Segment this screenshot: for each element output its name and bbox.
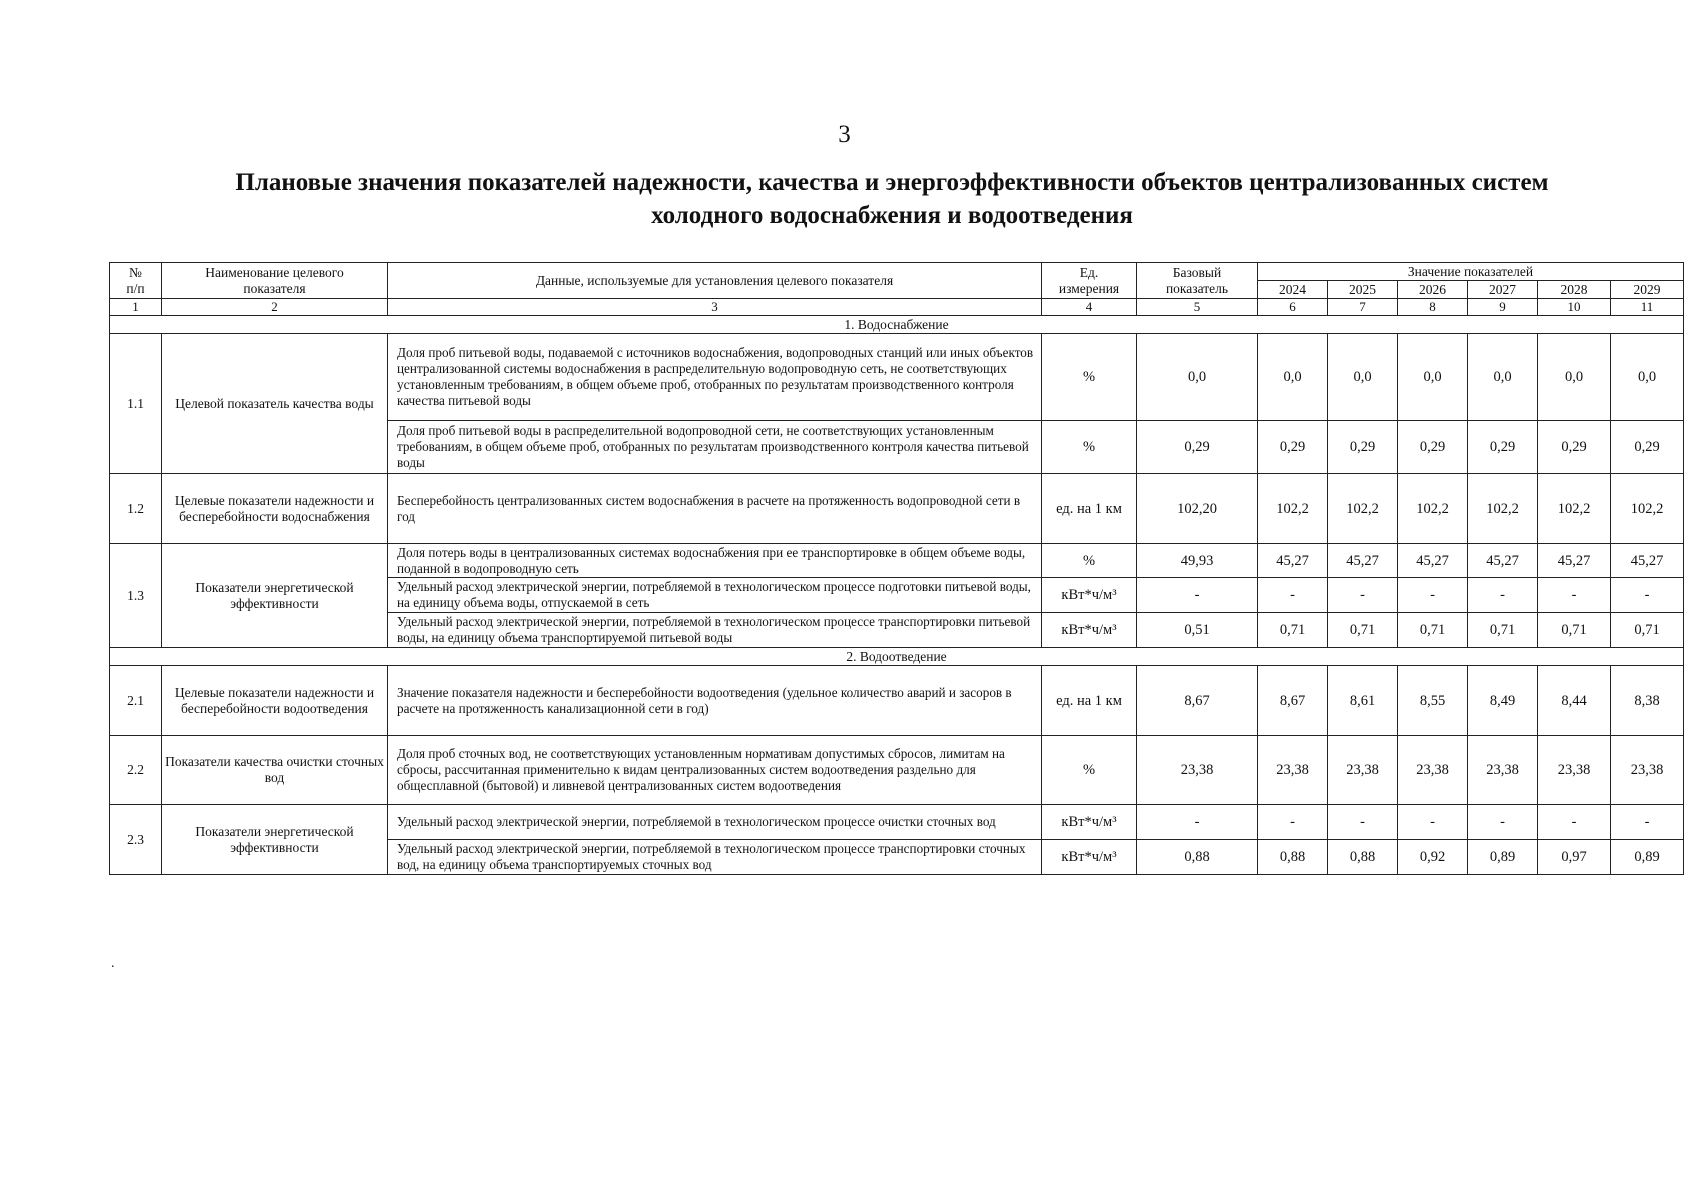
- indicator-year-value: -: [1258, 805, 1328, 840]
- indicator-year-value: 0,71: [1468, 613, 1538, 648]
- section-heading-water-disposal: 2. Водоотведение: [110, 648, 1684, 666]
- section-row: [110, 648, 1684, 666]
- header-unit-line-2: измерения: [1058, 280, 1120, 296]
- column-number: 9: [1468, 299, 1538, 316]
- header-values: Значение показателей: [1258, 263, 1684, 281]
- document-title-line-1: Плановые значения показателей надежности, качества и энергоэффективности объектов централизованных систем: [235, 169, 1549, 196]
- indicator-description: Удельный расход электрической энергии, потребляемой в технологическом процессе транспортировки питьевой воды, на единицу объема транспортируемой питьевой воды: [388, 613, 1042, 648]
- indicator-unit: %: [1042, 334, 1137, 421]
- column-number: 4: [1042, 299, 1137, 316]
- indicator-description: Удельный расход электрической энергии, потребляемой в технологическом процессе подготовки питьевой воды, на единицу объема воды, отпускаемой в сеть: [388, 578, 1042, 613]
- indicator-year-value: -: [1538, 578, 1611, 613]
- indicator-description: Доля проб питьевой воды, подаваемой с источников водоснабжения, водопроводных станций или иных объектов централизованной системы водоснабжения в распределительную водопроводную сеть, не соответствующих установленным требованиям, в общем объеме проб, отобранных по результатам производственного контроля качества питьевой воды: [388, 334, 1042, 421]
- indicator-name: Показатели энергетической эффективности: [162, 805, 388, 875]
- indicator-year-value: 45,27: [1611, 544, 1684, 578]
- indicator-year-value: 0,0: [1328, 334, 1398, 421]
- indicator-year-value: 102,2: [1258, 474, 1328, 544]
- indicator-base-value: 0,29: [1137, 421, 1258, 474]
- indicator-description: Бесперебойность централизованных систем водоснабжения в расчете на протяженность водопроводной сети в год: [388, 474, 1042, 544]
- indicator-name: Показатели качества очистки сточных вод: [162, 736, 388, 805]
- indicator-year-value: 0,0: [1258, 334, 1328, 421]
- header-year: 2025: [1328, 281, 1398, 299]
- indicator-year-value: 0,0: [1398, 334, 1468, 421]
- indicator-base-value: -: [1137, 578, 1258, 613]
- indicator-unit: %: [1042, 544, 1137, 578]
- header-base-line-1: Базовый: [1172, 264, 1222, 280]
- column-number: 6: [1258, 299, 1328, 316]
- indicator-year-value: 45,27: [1258, 544, 1328, 578]
- header-year: 2026: [1398, 281, 1468, 299]
- header-num: [110, 263, 162, 299]
- indicator-description: Доля проб питьевой воды в распределительной водопроводной сети, не соответствующих установленным требованиям, в общем объеме проб, отобранных по результатам производственного контроля качества питьевой воды: [388, 421, 1042, 474]
- indicator-year-value: 23,38: [1538, 736, 1611, 805]
- column-number: 11: [1611, 299, 1684, 316]
- document-title-line-2: холодного водоснабжения и водоотведения: [651, 202, 1133, 229]
- section-water-disposal: [110, 666, 1684, 875]
- header-name-line-1: Наименование целевого: [205, 264, 344, 280]
- indicator-year-value: 0,29: [1468, 421, 1538, 474]
- indicator-year-value: 0,29: [1538, 421, 1611, 474]
- indicator-year-value: 45,27: [1468, 544, 1538, 578]
- indicator-year-value: -: [1538, 805, 1611, 840]
- indicator-description: Значение показателя надежности и бесперебойности водоотведения (удельное количество аварий и засоров в расчете на протяженность канализационной сети в год): [388, 666, 1042, 736]
- indicator-unit: кВт*ч/м³: [1042, 613, 1137, 648]
- indicator-unit: ед. на 1 км: [1042, 474, 1137, 544]
- header-num-line-1: №: [129, 264, 142, 280]
- indicator-year-value: 0,88: [1258, 840, 1328, 875]
- indicator-year-value: 45,27: [1398, 544, 1468, 578]
- indicator-year-value: 102,2: [1611, 474, 1684, 544]
- header-base: [1137, 263, 1258, 299]
- indicator-name: Показатели энергетической эффективности: [162, 544, 388, 648]
- indicator-year-value: -: [1328, 805, 1398, 840]
- page-number: 3: [838, 121, 852, 148]
- indicator-base-value: -: [1137, 805, 1258, 840]
- indicator-base-value: 0,51: [1137, 613, 1258, 648]
- section-heading-water-supply: 1. Водоснабжение: [110, 316, 1684, 334]
- indicator-year-value: 0,89: [1468, 840, 1538, 875]
- indicator-base-value: 0,0: [1137, 334, 1258, 421]
- indicator-name: Целевой показатель качества воды: [162, 334, 388, 474]
- indicator-year-value: 0,29: [1328, 421, 1398, 474]
- indicator-year-value: -: [1398, 578, 1468, 613]
- column-number: 10: [1538, 299, 1611, 316]
- header-year: 2028: [1538, 281, 1611, 299]
- indicator-number: 2.3: [110, 805, 162, 875]
- indicator-base-value: 23,38: [1137, 736, 1258, 805]
- column-number: 7: [1328, 299, 1398, 316]
- indicator-year-value: 102,2: [1538, 474, 1611, 544]
- indicator-year-value: 102,2: [1328, 474, 1398, 544]
- indicator-year-value: -: [1328, 578, 1398, 613]
- header-data: Данные, используемые для установления целевого показателя: [388, 263, 1042, 299]
- indicator-base-value: 102,20: [1137, 474, 1258, 544]
- indicator-year-value: 8,55: [1398, 666, 1468, 736]
- indicator-year-value: 8,44: [1538, 666, 1611, 736]
- indicator-year-value: 23,38: [1611, 736, 1684, 805]
- column-number: 8: [1398, 299, 1468, 316]
- stray-mark: .: [111, 956, 115, 971]
- section-row: [110, 316, 1684, 334]
- indicator-row: [110, 544, 1684, 578]
- indicator-year-value: 8,67: [1258, 666, 1328, 736]
- indicator-description: Удельный расход электрической энергии, потребляемой в технологическом процессе очистки сточных вод: [388, 805, 1042, 840]
- header-unit: [1042, 263, 1137, 299]
- indicator-number: 2.1: [110, 666, 162, 736]
- indicator-base-value: 0,88: [1137, 840, 1258, 875]
- indicator-year-value: 8,61: [1328, 666, 1398, 736]
- indicator-description: Доля проб сточных вод, не соответствующих установленным нормативам допустимых сбросов, лимитам на сбросы, рассчитанная применительно к видам централизованных систем водоотведения раздельно для общесплавной (бытовой) и ливневой централизованных систем водоотведения: [388, 736, 1042, 805]
- indicator-year-value: -: [1611, 578, 1684, 613]
- indicator-year-value: 0,71: [1398, 613, 1468, 648]
- column-number: 3: [388, 299, 1042, 316]
- indicator-year-value: 8,38: [1611, 666, 1684, 736]
- indicator-year-value: 0,89: [1611, 840, 1684, 875]
- indicator-row: [110, 334, 1684, 421]
- column-number: 5: [1137, 299, 1258, 316]
- indicator-year-value: 8,49: [1468, 666, 1538, 736]
- column-number-row: [110, 299, 1684, 316]
- indicator-row: [110, 805, 1684, 840]
- indicator-year-value: -: [1468, 578, 1538, 613]
- indicator-year-value: 45,27: [1328, 544, 1398, 578]
- indicator-year-value: 102,2: [1398, 474, 1468, 544]
- indicator-number: 1.1: [110, 334, 162, 474]
- indicator-number: 1.2: [110, 474, 162, 544]
- column-number: 1: [110, 299, 162, 316]
- indicator-year-value: 23,38: [1328, 736, 1398, 805]
- indicator-year-value: 45,27: [1538, 544, 1611, 578]
- indicator-year-value: 0,97: [1538, 840, 1611, 875]
- indicator-year-value: 0,71: [1611, 613, 1684, 648]
- indicator-unit: ед. на 1 км: [1042, 666, 1137, 736]
- indicator-unit: %: [1042, 736, 1137, 805]
- indicator-base-value: 49,93: [1137, 544, 1258, 578]
- header-year: 2029: [1611, 281, 1684, 299]
- header-name: [162, 263, 388, 299]
- header-row-1: [110, 263, 1684, 281]
- indicator-year-value: 23,38: [1258, 736, 1328, 805]
- section-water-supply: [110, 334, 1684, 648]
- indicator-number: 1.3: [110, 544, 162, 648]
- indicator-number: 2.2: [110, 736, 162, 805]
- header-base-line-2: показатель: [1165, 280, 1229, 296]
- indicators-table: [109, 262, 1684, 875]
- indicator-year-value: 0,29: [1398, 421, 1468, 474]
- header-year: 2024: [1258, 281, 1328, 299]
- indicator-year-value: 23,38: [1468, 736, 1538, 805]
- indicator-year-value: 102,2: [1468, 474, 1538, 544]
- header-year: 2027: [1468, 281, 1538, 299]
- header-name-line-2: показателя: [243, 280, 306, 296]
- indicator-year-value: 0,88: [1328, 840, 1398, 875]
- indicator-row: [110, 474, 1684, 544]
- header-unit-line-1: Ед.: [1079, 264, 1099, 280]
- indicator-year-value: -: [1398, 805, 1468, 840]
- indicator-year-value: 0,29: [1611, 421, 1684, 474]
- indicator-base-value: 8,67: [1137, 666, 1258, 736]
- indicator-year-value: 0,0: [1611, 334, 1684, 421]
- document-title: [150, 166, 1634, 232]
- indicator-row: [110, 736, 1684, 805]
- indicator-year-value: 23,38: [1398, 736, 1468, 805]
- indicator-row: [110, 666, 1684, 736]
- indicator-unit: %: [1042, 421, 1137, 474]
- indicator-unit: кВт*ч/м³: [1042, 840, 1137, 875]
- indicator-year-value: -: [1258, 578, 1328, 613]
- indicator-year-value: 0,29: [1258, 421, 1328, 474]
- indicator-unit: кВт*ч/м³: [1042, 578, 1137, 613]
- indicator-description: Удельный расход электрической энергии, потребляемой в технологическом процессе транспортировки сточных вод, на единицу объема транспортируемых сточных вод: [388, 840, 1042, 875]
- indicator-name: Целевые показатели надежности и бесперебойности водоснабжения: [162, 474, 388, 544]
- indicator-year-value: -: [1468, 805, 1538, 840]
- column-number: 2: [162, 299, 388, 316]
- indicator-description: Доля потерь воды в централизованных системах водоснабжения при ее транспортировке в общем объеме воды, поданной в водопроводную сеть: [388, 544, 1042, 578]
- indicator-year-value: 0,71: [1538, 613, 1611, 648]
- indicator-year-value: 0,92: [1398, 840, 1468, 875]
- indicator-unit: кВт*ч/м³: [1042, 805, 1137, 840]
- indicator-name: Целевые показатели надежности и бесперебойности водоотведения: [162, 666, 388, 736]
- indicator-year-value: 0,0: [1468, 334, 1538, 421]
- indicator-year-value: 0,71: [1328, 613, 1398, 648]
- indicator-year-value: 0,71: [1258, 613, 1328, 648]
- indicator-year-value: -: [1611, 805, 1684, 840]
- indicator-year-value: 0,0: [1538, 334, 1611, 421]
- header-num-line-2: п/п: [126, 280, 145, 296]
